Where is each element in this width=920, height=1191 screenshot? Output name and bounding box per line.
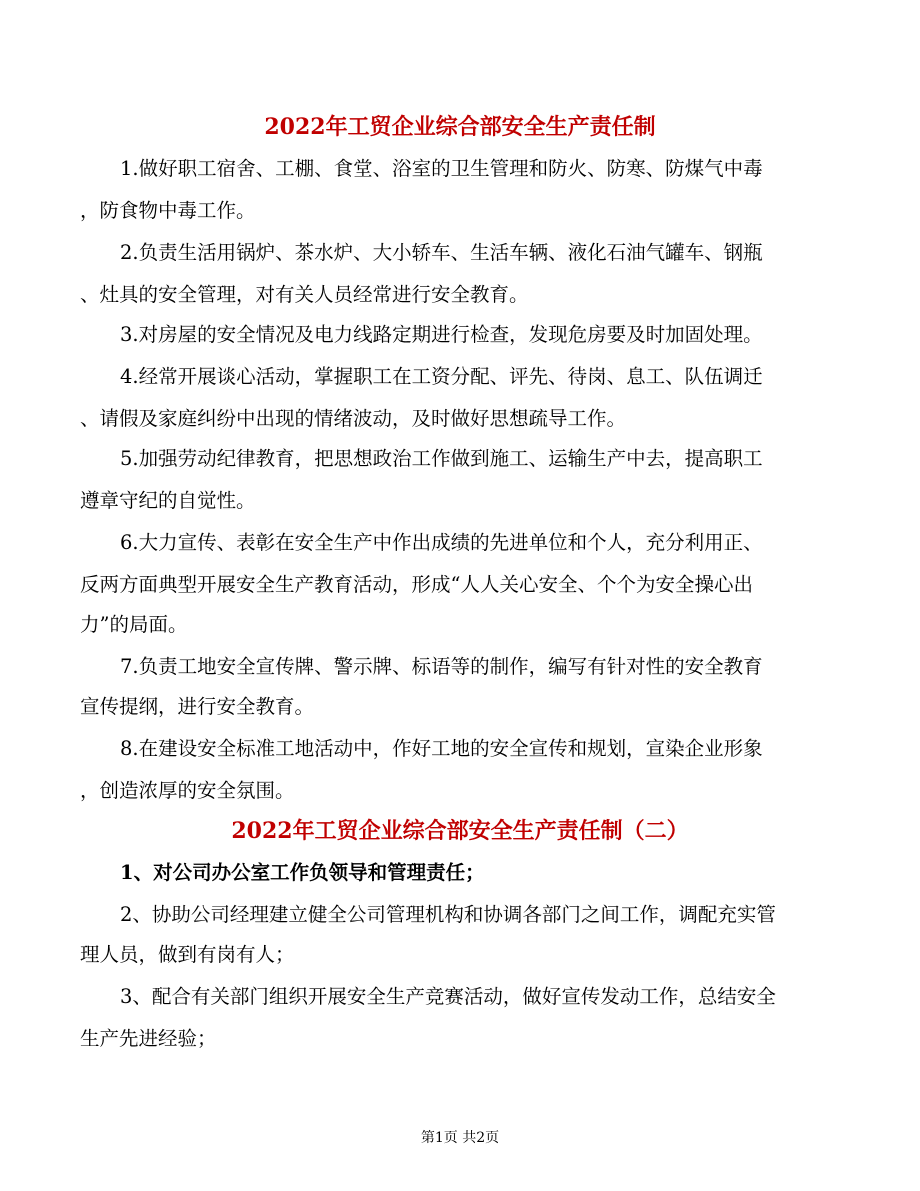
paragraph-line: 、请假及家庭纠纷中出现的情绪波动，及时做好思想疏导工作。 [80, 407, 627, 430]
paragraph-line: ，创造浓厚的安全氛围。 [80, 779, 295, 802]
section-title: 2022年工贸企业综合部安全生产责任制（二） [231, 818, 689, 844]
paragraph-line: 3.对房屋的安全情况及电力线路定期进行检查，发现危房要及时加固处理。 [120, 323, 763, 346]
paragraph-line: 2、协助公司经理建立健全公司管理机构和协调各部门之间工作，调配充实管 [120, 903, 776, 926]
paragraph-line: 2.负责生活用锅炉、茶水炉、大小轿车、生活车辆、液化石油气罐车、钢瓶 [120, 241, 763, 264]
paragraph-line: 反两方面典型开展安全生产教育活动，形成“人人关心安全、个个为安全操心出 [80, 573, 753, 596]
paragraph-line: 、灶具的安全管理，对有关人员经常进行安全教育。 [80, 283, 529, 306]
paragraph-line: 8.在建设安全标准工地活动中，作好工地的安全宣传和规划，宣染企业形象 [120, 737, 763, 760]
paragraph-line: 1.做好职工宿舍、工棚、食堂、浴室的卫生管理和防火、防寒、防煤气中毒 [120, 157, 763, 180]
paragraph-line: 3、配合有关部门组织开展安全生产竞赛活动，做好宣传发动工作，总结安全 [120, 985, 776, 1008]
paragraph-line: 生产先进经验； [80, 1027, 217, 1050]
paragraph-line: ，防食物中毒工作。 [80, 199, 256, 222]
paragraph-line: 理人员，做到有岗有人； [80, 943, 295, 966]
document-title: 2022年工贸企业综合部安全生产责任制 [264, 114, 656, 140]
paragraph-line: 5.加强劳动纪律教育，把思想政治工作做到施工、运输生产中去，提高职工 [120, 447, 763, 470]
paragraph-line: 宣传提纲，进行安全教育。 [80, 695, 315, 718]
paragraph-line: 1、对公司办公室工作负领导和管理责任； [120, 861, 485, 884]
paragraph-line: 4.经常开展谈心活动，掌握职工在工资分配、评先、待岗、息工、队伍调迁 [120, 365, 763, 388]
paragraph-line: 遵章守纪的自觉性。 [80, 489, 256, 512]
paragraph-line: 7.负责工地安全宣传牌、警示牌、标语等的制作，编写有针对性的安全教育 [120, 655, 763, 678]
paragraph-line: 6.大力宣传、表彰在安全生产中作出成绩的先进单位和个人，充分利用正、 [120, 531, 763, 554]
page-footer: 第1页 共2页 [420, 1130, 500, 1146]
paragraph-line: 力”的局面。 [80, 613, 188, 636]
